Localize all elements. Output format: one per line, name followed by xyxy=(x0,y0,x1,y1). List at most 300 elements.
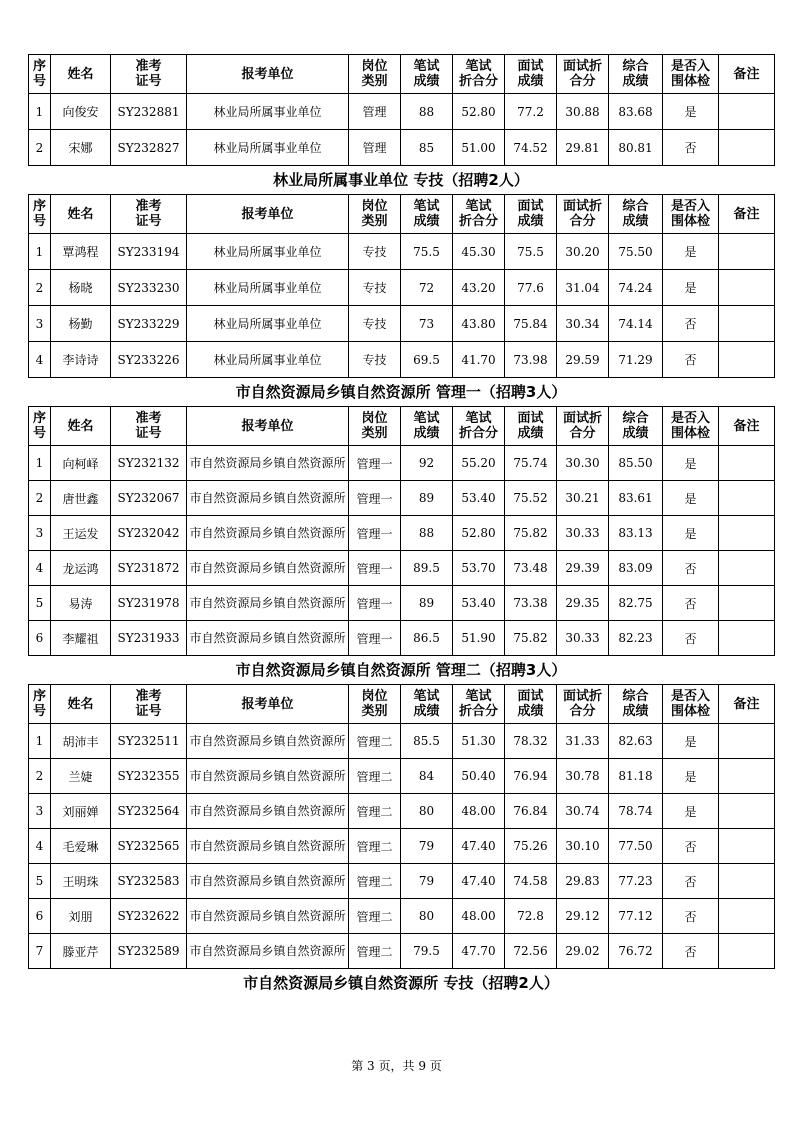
cell-exam-id: SY232622 xyxy=(111,899,187,934)
header-written-converted: 笔试 折合分 xyxy=(453,407,505,446)
header-unit: 报考单位 xyxy=(187,55,349,94)
cell-interview-score: 76.84 xyxy=(505,794,557,829)
header-interview-converted: 面试折 合分 xyxy=(557,195,609,234)
cell-written-converted: 47.40 xyxy=(453,829,505,864)
header-name: 姓名 xyxy=(51,685,111,724)
cell-remark xyxy=(719,551,775,586)
cell-name: 易涛 xyxy=(51,586,111,621)
cell-post-type: 管理 xyxy=(349,94,401,130)
cell-name: 向俊安 xyxy=(51,94,111,130)
header-unit: 报考单位 xyxy=(187,685,349,724)
cell-exam-id: SY232067 xyxy=(111,481,187,516)
cell-post-type: 管理一 xyxy=(349,516,401,551)
cell-post-type: 管理一 xyxy=(349,446,401,481)
cell-enter-physical-exam: 是 xyxy=(663,481,719,516)
header-exam-id: 准考 证号 xyxy=(111,685,187,724)
header-seq: 序 号 xyxy=(29,55,51,94)
cell-seq: 1 xyxy=(29,94,51,130)
cell-total-score: 75.50 xyxy=(609,234,663,270)
results-document xyxy=(28,54,774,997)
header-written-score: 笔试 成绩 xyxy=(401,685,453,724)
table-row xyxy=(29,446,775,481)
cell-interview-score: 77.2 xyxy=(505,94,557,130)
header-seq: 序 号 xyxy=(29,407,51,446)
cell-seq: 6 xyxy=(29,621,51,656)
cell-post-type: 专技 xyxy=(349,270,401,306)
table-row xyxy=(29,481,775,516)
cell-written-converted: 45.30 xyxy=(453,234,505,270)
cell-written-score: 85.5 xyxy=(401,724,453,759)
cell-written-score: 80 xyxy=(401,794,453,829)
header-written-score: 笔试 成绩 xyxy=(401,195,453,234)
header-exam-id: 准考 证号 xyxy=(111,195,187,234)
cell-interview-score: 73.38 xyxy=(505,586,557,621)
cell-interview-score: 73.48 xyxy=(505,551,557,586)
cell-remark xyxy=(719,481,775,516)
cell-written-score: 79 xyxy=(401,829,453,864)
cell-written-score: 75.5 xyxy=(401,234,453,270)
cell-written-score: 84 xyxy=(401,759,453,794)
cell-enter-physical-exam: 否 xyxy=(663,621,719,656)
table-row xyxy=(29,516,775,551)
table-row xyxy=(29,934,775,969)
cell-enter-physical-exam: 是 xyxy=(663,270,719,306)
header-total-score: 综合 成绩 xyxy=(609,55,663,94)
cell-unit: 林业局所属事业单位 xyxy=(187,306,349,342)
cell-interview-converted: 30.33 xyxy=(557,516,609,551)
cell-remark xyxy=(719,306,775,342)
cell-unit: 林业局所属事业单位 xyxy=(187,342,349,378)
header-post-type: 岗位 类别 xyxy=(349,195,401,234)
cell-enter-physical-exam: 是 xyxy=(663,794,719,829)
header-interview-converted: 面试折 合分 xyxy=(557,407,609,446)
header-enter-physical-exam: 是否入 围体检 xyxy=(663,685,719,724)
cell-interview-score: 72.56 xyxy=(505,934,557,969)
cell-interview-score: 73.98 xyxy=(505,342,557,378)
cell-written-converted: 47.40 xyxy=(453,864,505,899)
cell-interview-converted: 30.10 xyxy=(557,829,609,864)
cell-name: 覃鸿程 xyxy=(51,234,111,270)
table-row xyxy=(29,864,775,899)
cell-unit: 林业局所属事业单位 xyxy=(187,94,349,130)
cell-interview-score: 75.26 xyxy=(505,829,557,864)
cell-total-score: 82.23 xyxy=(609,621,663,656)
cell-enter-physical-exam: 否 xyxy=(663,342,719,378)
cell-remark xyxy=(719,864,775,899)
cell-exam-id: SY233226 xyxy=(111,342,187,378)
cell-enter-physical-exam: 是 xyxy=(663,234,719,270)
cell-total-score: 71.29 xyxy=(609,342,663,378)
cell-unit: 市自然资源局乡镇自然资源所 xyxy=(187,446,349,481)
header-written-converted: 笔试 折合分 xyxy=(453,685,505,724)
cell-seq: 7 xyxy=(29,934,51,969)
cell-unit: 市自然资源局乡镇自然资源所 xyxy=(187,481,349,516)
cell-interview-score: 78.32 xyxy=(505,724,557,759)
cell-interview-converted: 29.59 xyxy=(557,342,609,378)
cell-unit: 市自然资源局乡镇自然资源所 xyxy=(187,759,349,794)
cell-name: 宋娜 xyxy=(51,130,111,166)
cell-unit: 市自然资源局乡镇自然资源所 xyxy=(187,621,349,656)
header-name: 姓名 xyxy=(51,55,111,94)
cell-unit: 市自然资源局乡镇自然资源所 xyxy=(187,829,349,864)
cell-exam-id: SY232881 xyxy=(111,94,187,130)
score-table xyxy=(28,194,775,378)
cell-post-type: 管理一 xyxy=(349,621,401,656)
cell-interview-score: 75.84 xyxy=(505,306,557,342)
cell-written-converted: 53.40 xyxy=(453,586,505,621)
cell-exam-id: SY231933 xyxy=(111,621,187,656)
cell-name: 龙运鸿 xyxy=(51,551,111,586)
header-name: 姓名 xyxy=(51,407,111,446)
header-written-converted: 笔试 折合分 xyxy=(453,55,505,94)
cell-seq: 4 xyxy=(29,829,51,864)
cell-written-score: 88 xyxy=(401,516,453,551)
cell-written-converted: 53.70 xyxy=(453,551,505,586)
header-interview-score: 面试 成绩 xyxy=(505,195,557,234)
cell-interview-score: 74.58 xyxy=(505,864,557,899)
cell-enter-physical-exam: 否 xyxy=(663,586,719,621)
cell-written-score: 86.5 xyxy=(401,621,453,656)
header-name: 姓名 xyxy=(51,195,111,234)
cell-interview-converted: 31.33 xyxy=(557,724,609,759)
cell-interview-converted: 30.78 xyxy=(557,759,609,794)
sections-container xyxy=(28,54,774,969)
cell-interview-score: 75.82 xyxy=(505,621,557,656)
table-header-row xyxy=(29,685,775,724)
cell-written-converted: 51.00 xyxy=(453,130,505,166)
cell-interview-converted: 29.35 xyxy=(557,586,609,621)
cell-total-score: 80.81 xyxy=(609,130,663,166)
header-interview-converted: 面试折 合分 xyxy=(557,55,609,94)
cell-remark xyxy=(719,516,775,551)
cell-total-score: 77.12 xyxy=(609,899,663,934)
cell-unit: 市自然资源局乡镇自然资源所 xyxy=(187,864,349,899)
header-remark: 备注 xyxy=(719,407,775,446)
cell-remark xyxy=(719,234,775,270)
header-post-type: 岗位 类别 xyxy=(349,55,401,94)
cell-remark xyxy=(719,794,775,829)
cell-post-type: 管理 xyxy=(349,130,401,166)
cell-seq: 2 xyxy=(29,481,51,516)
cell-enter-physical-exam: 是 xyxy=(663,446,719,481)
cell-name: 向柯峄 xyxy=(51,446,111,481)
cell-exam-id: SY232132 xyxy=(111,446,187,481)
cell-written-score: 80 xyxy=(401,899,453,934)
cell-enter-physical-exam: 否 xyxy=(663,551,719,586)
cell-name: 毛爱琳 xyxy=(51,829,111,864)
header-seq: 序 号 xyxy=(29,685,51,724)
cell-written-score: 89 xyxy=(401,586,453,621)
cell-enter-physical-exam: 否 xyxy=(663,130,719,166)
header-interview-score: 面试 成绩 xyxy=(505,407,557,446)
table-row xyxy=(29,130,775,166)
table-row xyxy=(29,94,775,130)
header-written-score: 笔试 成绩 xyxy=(401,407,453,446)
cell-remark xyxy=(719,270,775,306)
header-unit: 报考单位 xyxy=(187,407,349,446)
cell-exam-id: SY231872 xyxy=(111,551,187,586)
cell-interview-score: 75.82 xyxy=(505,516,557,551)
cell-unit: 市自然资源局乡镇自然资源所 xyxy=(187,899,349,934)
cell-total-score: 82.75 xyxy=(609,586,663,621)
cell-name: 刘丽婵 xyxy=(51,794,111,829)
section-title: 市自然资源局乡镇自然资源所 管理二（招聘3人） xyxy=(235,661,567,679)
cell-exam-id: SY232355 xyxy=(111,759,187,794)
cell-written-score: 79.5 xyxy=(401,934,453,969)
table-row xyxy=(29,759,775,794)
cell-name: 唐世鑫 xyxy=(51,481,111,516)
header-remark: 备注 xyxy=(719,195,775,234)
cell-post-type: 专技 xyxy=(349,234,401,270)
cell-written-score: 69.5 xyxy=(401,342,453,378)
header-post-type: 岗位 类别 xyxy=(349,685,401,724)
cell-name: 胡沛丰 xyxy=(51,724,111,759)
cell-name: 李耀祖 xyxy=(51,621,111,656)
cell-enter-physical-exam: 是 xyxy=(663,516,719,551)
table-row xyxy=(29,621,775,656)
cell-seq: 2 xyxy=(29,759,51,794)
cell-seq: 3 xyxy=(29,306,51,342)
cell-written-score: 73 xyxy=(401,306,453,342)
cell-remark xyxy=(719,94,775,130)
header-interview-score: 面试 成绩 xyxy=(505,55,557,94)
cell-exam-id: SY233230 xyxy=(111,270,187,306)
cell-exam-id: SY233229 xyxy=(111,306,187,342)
cell-total-score: 76.72 xyxy=(609,934,663,969)
cell-written-score: 85 xyxy=(401,130,453,166)
cell-written-converted: 43.80 xyxy=(453,306,505,342)
score-table xyxy=(28,406,775,656)
cell-written-converted: 51.90 xyxy=(453,621,505,656)
header-total-score: 综合 成绩 xyxy=(609,685,663,724)
cell-written-converted: 47.70 xyxy=(453,934,505,969)
cell-exam-id: SY232827 xyxy=(111,130,187,166)
cell-seq: 2 xyxy=(29,130,51,166)
cell-post-type: 专技 xyxy=(349,306,401,342)
header-remark: 备注 xyxy=(719,685,775,724)
cell-seq: 2 xyxy=(29,270,51,306)
cell-remark xyxy=(719,829,775,864)
cell-post-type: 管理二 xyxy=(349,864,401,899)
cell-seq: 1 xyxy=(29,446,51,481)
cell-name: 王运发 xyxy=(51,516,111,551)
cell-exam-id: SY232589 xyxy=(111,934,187,969)
cell-post-type: 管理二 xyxy=(349,934,401,969)
cell-exam-id: SY232583 xyxy=(111,864,187,899)
header-enter-physical-exam: 是否入 围体检 xyxy=(663,407,719,446)
cell-enter-physical-exam: 是 xyxy=(663,94,719,130)
cell-interview-converted: 30.20 xyxy=(557,234,609,270)
cell-interview-converted: 30.33 xyxy=(557,621,609,656)
cell-post-type: 管理二 xyxy=(349,724,401,759)
cell-unit: 市自然资源局乡镇自然资源所 xyxy=(187,934,349,969)
cell-interview-converted: 30.30 xyxy=(557,446,609,481)
cell-seq: 6 xyxy=(29,899,51,934)
cell-name: 兰婕 xyxy=(51,759,111,794)
cell-written-score: 89.5 xyxy=(401,551,453,586)
cell-seq: 1 xyxy=(29,724,51,759)
cell-post-type: 管理二 xyxy=(349,829,401,864)
cell-seq: 4 xyxy=(29,551,51,586)
cell-name: 刘朋 xyxy=(51,899,111,934)
cell-seq: 5 xyxy=(29,864,51,899)
cell-interview-score: 75.5 xyxy=(505,234,557,270)
cell-written-converted: 53.40 xyxy=(453,481,505,516)
cell-written-converted: 41.70 xyxy=(453,342,505,378)
cell-total-score: 81.18 xyxy=(609,759,663,794)
cell-total-score: 74.14 xyxy=(609,306,663,342)
table-row xyxy=(29,794,775,829)
cell-unit: 市自然资源局乡镇自然资源所 xyxy=(187,551,349,586)
cell-exam-id: SY232042 xyxy=(111,516,187,551)
table-row xyxy=(29,724,775,759)
cell-written-converted: 48.00 xyxy=(453,899,505,934)
cell-interview-converted: 29.39 xyxy=(557,551,609,586)
cell-exam-id: SY232564 xyxy=(111,794,187,829)
cell-name: 杨勤 xyxy=(51,306,111,342)
cell-total-score: 82.63 xyxy=(609,724,663,759)
table-row xyxy=(29,306,775,342)
cell-enter-physical-exam: 是 xyxy=(663,724,719,759)
cell-post-type: 管理一 xyxy=(349,551,401,586)
cell-interview-converted: 31.04 xyxy=(557,270,609,306)
cell-interview-score: 75.74 xyxy=(505,446,557,481)
cell-seq: 3 xyxy=(29,794,51,829)
table-row xyxy=(29,342,775,378)
cell-total-score: 77.23 xyxy=(609,864,663,899)
cell-exam-id: SY232511 xyxy=(111,724,187,759)
cell-remark xyxy=(719,342,775,378)
header-exam-id: 准考 证号 xyxy=(111,55,187,94)
cell-exam-id: SY232565 xyxy=(111,829,187,864)
cell-total-score: 77.50 xyxy=(609,829,663,864)
cell-seq: 3 xyxy=(29,516,51,551)
cell-total-score: 83.61 xyxy=(609,481,663,516)
section-title-trailing: 市自然资源局乡镇自然资源所 专技（招聘2人） xyxy=(243,974,559,992)
cell-remark xyxy=(719,899,775,934)
header-seq: 序 号 xyxy=(29,195,51,234)
cell-post-type: 管理二 xyxy=(349,899,401,934)
cell-written-converted: 48.00 xyxy=(453,794,505,829)
header-enter-physical-exam: 是否入 围体检 xyxy=(663,55,719,94)
cell-name: 王明珠 xyxy=(51,864,111,899)
cell-written-score: 79 xyxy=(401,864,453,899)
cell-enter-physical-exam: 否 xyxy=(663,829,719,864)
cell-enter-physical-exam: 否 xyxy=(663,306,719,342)
cell-written-converted: 52.80 xyxy=(453,516,505,551)
cell-interview-score: 77.6 xyxy=(505,270,557,306)
cell-unit: 市自然资源局乡镇自然资源所 xyxy=(187,586,349,621)
cell-interview-score: 76.94 xyxy=(505,759,557,794)
score-table xyxy=(28,684,775,969)
cell-unit: 市自然资源局乡镇自然资源所 xyxy=(187,516,349,551)
cell-seq: 1 xyxy=(29,234,51,270)
table-row xyxy=(29,234,775,270)
cell-name: 滕亚芹 xyxy=(51,934,111,969)
cell-remark xyxy=(719,621,775,656)
section-title: 市自然资源局乡镇自然资源所 管理一（招聘3人） xyxy=(235,383,567,401)
cell-post-type: 专技 xyxy=(349,342,401,378)
header-written-score: 笔试 成绩 xyxy=(401,55,453,94)
cell-name: 杨晓 xyxy=(51,270,111,306)
score-table xyxy=(28,54,775,166)
table-row xyxy=(29,270,775,306)
header-written-converted: 笔试 折合分 xyxy=(453,195,505,234)
cell-written-score: 88 xyxy=(401,94,453,130)
cell-written-converted: 43.20 xyxy=(453,270,505,306)
cell-total-score: 83.09 xyxy=(609,551,663,586)
header-post-type: 岗位 类别 xyxy=(349,407,401,446)
cell-remark xyxy=(719,446,775,481)
cell-enter-physical-exam: 否 xyxy=(663,899,719,934)
cell-unit: 林业局所属事业单位 xyxy=(187,130,349,166)
cell-remark xyxy=(719,759,775,794)
page-footer: 第 3 页，共 9 页 xyxy=(351,1059,442,1073)
cell-unit: 市自然资源局乡镇自然资源所 xyxy=(187,794,349,829)
header-total-score: 综合 成绩 xyxy=(609,407,663,446)
header-interview-converted: 面试折 合分 xyxy=(557,685,609,724)
cell-total-score: 83.68 xyxy=(609,94,663,130)
table-row xyxy=(29,551,775,586)
table-row xyxy=(29,829,775,864)
cell-exam-id: SY233194 xyxy=(111,234,187,270)
cell-interview-converted: 30.88 xyxy=(557,94,609,130)
table-header-row xyxy=(29,195,775,234)
cell-unit: 林业局所属事业单位 xyxy=(187,270,349,306)
cell-written-score: 72 xyxy=(401,270,453,306)
cell-name: 李诗诗 xyxy=(51,342,111,378)
cell-interview-converted: 29.83 xyxy=(557,864,609,899)
cell-interview-converted: 30.34 xyxy=(557,306,609,342)
section-title: 林业局所属事业单位 专技（招聘2人） xyxy=(273,171,529,189)
table-header-row xyxy=(29,55,775,94)
cell-post-type: 管理一 xyxy=(349,481,401,516)
cell-total-score: 85.50 xyxy=(609,446,663,481)
cell-remark xyxy=(719,130,775,166)
cell-remark xyxy=(719,724,775,759)
header-remark: 备注 xyxy=(719,55,775,94)
cell-written-converted: 55.20 xyxy=(453,446,505,481)
cell-interview-converted: 29.02 xyxy=(557,934,609,969)
cell-interview-score: 75.52 xyxy=(505,481,557,516)
cell-written-converted: 50.40 xyxy=(453,759,505,794)
cell-interview-score: 74.52 xyxy=(505,130,557,166)
cell-enter-physical-exam: 否 xyxy=(663,934,719,969)
cell-total-score: 78.74 xyxy=(609,794,663,829)
cell-interview-converted: 30.21 xyxy=(557,481,609,516)
cell-unit: 林业局所属事业单位 xyxy=(187,234,349,270)
header-exam-id: 准考 证号 xyxy=(111,407,187,446)
header-interview-score: 面试 成绩 xyxy=(505,685,557,724)
cell-written-score: 92 xyxy=(401,446,453,481)
table-header-row xyxy=(29,407,775,446)
cell-written-score: 89 xyxy=(401,481,453,516)
cell-total-score: 83.13 xyxy=(609,516,663,551)
header-total-score: 综合 成绩 xyxy=(609,195,663,234)
cell-written-converted: 51.30 xyxy=(453,724,505,759)
cell-seq: 5 xyxy=(29,586,51,621)
cell-post-type: 管理二 xyxy=(349,759,401,794)
cell-total-score: 74.24 xyxy=(609,270,663,306)
cell-interview-converted: 29.12 xyxy=(557,899,609,934)
cell-enter-physical-exam: 是 xyxy=(663,759,719,794)
cell-enter-physical-exam: 否 xyxy=(663,864,719,899)
cell-interview-converted: 29.81 xyxy=(557,130,609,166)
table-row xyxy=(29,899,775,934)
cell-remark xyxy=(719,934,775,969)
cell-seq: 4 xyxy=(29,342,51,378)
cell-interview-score: 72.8 xyxy=(505,899,557,934)
